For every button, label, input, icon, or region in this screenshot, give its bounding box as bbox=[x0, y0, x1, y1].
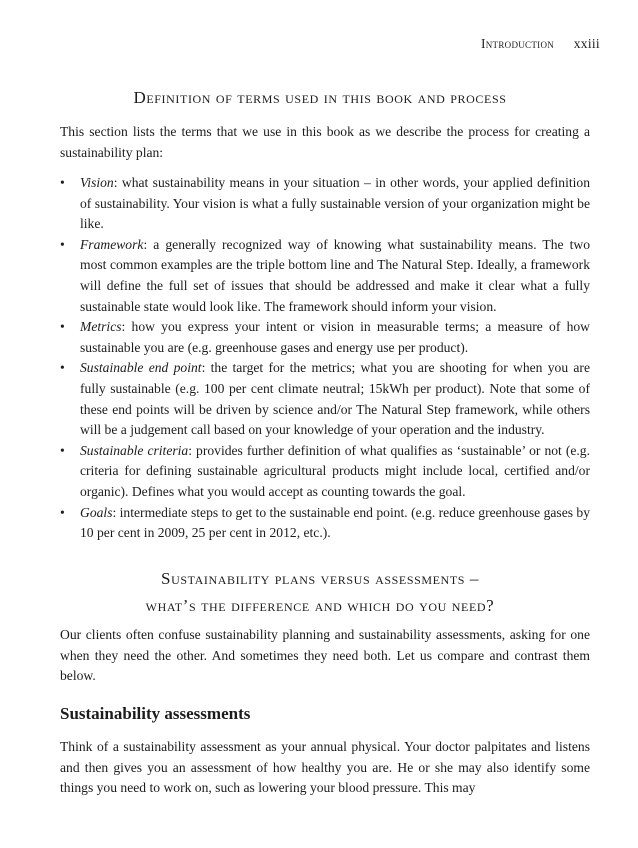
definition-text: : a generally recognized way of knowing what sustainability means. The two most common examples are the triple bottom line and The Natural Step. Ideally, a framework will define the full set of issues that should be addressed and make it clear what a fully sustainable state would look like. The framework should inform your vision. bbox=[80, 236, 590, 314]
heading-line-1: Sustainability plans versus assessments – bbox=[161, 569, 479, 588]
definition-term: Goals bbox=[80, 504, 113, 520]
definition-term: Sustainable end point bbox=[80, 360, 202, 376]
subheading-sustainability-assessments: Sustainability assessments bbox=[60, 704, 251, 723]
page-number: xxiii bbox=[573, 36, 600, 51]
running-head bbox=[481, 36, 600, 52]
definition-item-metrics bbox=[60, 317, 590, 358]
assessments-paragraph: Think of a sustainability assessment as your annual physical. Your doctor palpitates and listens and then gives you an assessment of how healthy you are. He or she may also identify some things you need to work on, such as lowering your blood pressure. This may bbox=[60, 739, 590, 796]
bullet-icon: • bbox=[60, 360, 65, 376]
definition-term: Metrics bbox=[80, 319, 122, 335]
bullet-icon: • bbox=[60, 319, 65, 335]
bullet-icon: • bbox=[60, 442, 65, 458]
definitions-intro-paragraph: This section lists the terms that we use in this book as we describe the process for creating a sustainability plan: bbox=[60, 124, 590, 160]
definition-text: : provides further definition of what qualifies as ‘sustainable’ or not (e.g. criteria for defining sustainable agricultural products might include local, certified and/or organic). Defines what you would accept as counting towards the goal. bbox=[80, 442, 590, 499]
section-heading-definitions: Definition of terms used in this book and process bbox=[133, 88, 507, 107]
bullet-icon: • bbox=[60, 236, 65, 252]
definition-term: Framework bbox=[80, 236, 144, 252]
definitions-list bbox=[60, 173, 590, 544]
definition-text: : intermediate steps to get to the sustainable end point. (e.g. reduce greenhouse gases by 10 per cent in 2009, 25 per cent in 2012, etc.). bbox=[80, 504, 591, 541]
definition-item-vision bbox=[60, 173, 590, 235]
definition-item-framework bbox=[60, 235, 590, 317]
heading-line-2: what’s the difference and which do you need? bbox=[145, 596, 495, 615]
section-heading-plans-vs-assessments bbox=[60, 565, 580, 619]
definition-item-sustainable-end-point bbox=[60, 358, 590, 440]
definition-item-sustainable-criteria bbox=[60, 441, 590, 503]
running-head-title: Introduction bbox=[480, 36, 555, 51]
definition-term: Sustainable criteria bbox=[80, 442, 189, 458]
definition-term: Vision bbox=[80, 175, 114, 190]
definition-text: : the target for the metrics; what you are shooting for when you are fully sustainable (e.g. 100 per cent climate neutral; 15kWh per product). Note that some of these end points will be driven by science and/or The Natural Step framework, while others will be a judgement call based on your knowledge of your operation and the industry. bbox=[80, 360, 590, 438]
definition-text: : what sustainability means in your situation – in other words, your applied definition of sustainability. Your vision is what a fully sustainable version of your organization might be like. bbox=[80, 175, 590, 232]
definition-item-goals bbox=[60, 503, 590, 544]
bullet-icon: • bbox=[60, 175, 65, 190]
bullet-icon: • bbox=[60, 504, 65, 520]
definition-text: : how you express your intent or vision in measurable terms; a measure of how sustainable you are (e.g. greenhouse gases and energy use per product). bbox=[80, 319, 590, 355]
plans-vs-assessments-paragraph: Our clients often confuse sustainability planning and sustainability assessments, asking for one when they need the other. And sometimes they need both. Let us compare and contrast them below. bbox=[60, 627, 590, 684]
